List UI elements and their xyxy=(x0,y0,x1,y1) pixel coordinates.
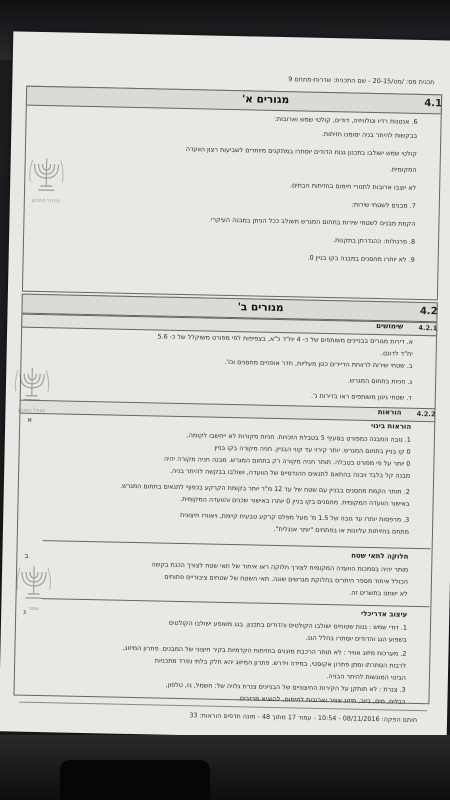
item-c-line-1: 1. דודי שמש : גגות שטוחים ישולבו הקולטים והדודים בתכנון. בגג משופע ישולבו הקולטים xyxy=(168,618,408,632)
item-b-line-1: מותר יהיה בסמכות הוועדה המקומית לצורך חלוקה ראו איחוד של תאי שטח לצורך הכנת בקשה xyxy=(151,560,409,574)
item-a-title: הוראות בינוי xyxy=(370,421,412,431)
page-header: תכנית מס: ‎/מט/20‎-15 - שם התכנית: שדרות-מתחם 9 xyxy=(288,75,435,87)
emblem-caption: מנהל התכנון xyxy=(17,407,46,415)
s41-line-4: המקומית. xyxy=(389,165,417,174)
s421-line-5: ד. שטחי גינון משותפים ראו בדירות ג'. xyxy=(310,391,412,402)
page-footer: חותם הפקה: 08/11/2016 - 10:54 - עמוד 17 מתוך 48 - מונה תדפיס הוראות: 33 xyxy=(189,711,418,724)
item-a-line-5: 2. תותר הקמת מחסנים בבניין עם שטח של עד 12 מ"ר יותר בקומת הקרקע בכפוף לתנאים בתחום המגרש. xyxy=(120,481,410,496)
item-c-line-3: 2. מערכות מיזוג אוויר : לא תותר הרכבת מזגנים בחזיתות הקדמיות בקיר חיצוני של המבנים. פתרון המיזוג, xyxy=(122,643,407,658)
item-c-title: עיצוב אדריכלי xyxy=(361,609,408,619)
item-c-line-7: כבלים, מים, ביוב, מיזוג אוויר וארובות לחימום, להוציא מרזבים. xyxy=(237,694,406,706)
document-page xyxy=(0,31,450,740)
item-a-line-4: מבנה קל בלבד ויבנה בהתאם לתנאים ההנדסיים של הוועדה, ושולבו בבקשה להיתר בניה. xyxy=(169,466,411,480)
section-4-1-title: מגורים א' xyxy=(241,93,290,107)
sub-4-2-1-title: שימושים xyxy=(376,322,404,331)
emblem-caption: שמור xyxy=(27,605,39,613)
s41-line-5: לא יוצבו ארובות לתנורי חימום בחזיתות הבתים. xyxy=(289,181,417,192)
item-b-line-2: הכולל איחוד מספר היתרים בחלוקת מגרשים שונה. תאי השטח של שטחים ציבוריים פתוחים xyxy=(164,572,409,586)
s41-line-8: 8. פרגולות: כהגדרתן בתקנות. xyxy=(332,236,416,246)
item-c-letter: ג xyxy=(23,607,27,616)
section-4-2-number: 4.2 xyxy=(419,305,438,318)
item-a-line-3: 0 יותר על פי מפורט בטבלה. תותר חניה מקורה רק בתחום המגרש. מבנה חניה מקורה יהיה xyxy=(163,454,411,468)
item-a-line-7: 3. מרפסות יותרו עד גובה של 1.5 מ' מעל מפלס קרקע טבעית קיימת, ויאוורו חיצונית xyxy=(179,510,410,524)
s41-line-2: בבקשות להיתר בניה יסומנו חזיתות. xyxy=(321,129,418,140)
s41-line-1: 6. אנטנות רדיו וטלוויזיה, דודים, קולטי שמש וארובות: xyxy=(274,114,418,126)
item-a-line-8: מתחם בחזיתות עליונות או בפתחים "יותר אנגלית". xyxy=(273,524,410,536)
s41-line-6: 7. מבנים לשטחי שירות: xyxy=(351,200,416,210)
emblem-stamp-2 xyxy=(11,361,52,416)
item-c-line-2: בשפוע הגג והדודים יוסתרו בחלל הגג. xyxy=(305,633,407,644)
section-4-1-number: 4.1 xyxy=(424,98,443,110)
s421-line-3: ב. שטחי שירות לרווחת הדיירים כגון מעליות, חדר אופניים מחסנים וכו'. xyxy=(224,357,413,370)
sub-4-2-2-title: הוראות xyxy=(377,408,402,417)
s421-line-4: ג. חניות בתחום המגרש. xyxy=(347,376,413,386)
menorah-emblem-icon xyxy=(12,361,53,404)
emblem-stamp-3 xyxy=(13,560,54,615)
item-b-title: חלוקה לתאי שטח xyxy=(351,551,409,561)
item-c-line-6: 3. צנרת : לא תותקן על הקירות החיצוניים של הבניינים צנרת גלויה של: חשמל, גז, טלפון, xyxy=(165,680,406,694)
emblem-stamp-1 xyxy=(26,152,67,207)
s421-line-2: יח"ד לדונם. xyxy=(380,349,413,358)
sub-4-2-2-number: 4.2.2 xyxy=(416,409,436,419)
item-b-letter: ב xyxy=(24,551,29,560)
menorah-emblem-icon xyxy=(13,560,54,603)
item-a-line-6: באישור הוועדה המקומית. מחסנים בקו בניין 0 יותרו באישור שכנים והוועדה המקומית. xyxy=(180,494,410,508)
item-a-letter: א xyxy=(27,415,33,424)
s41-line-9: 9. לא יותרו מחסנים במבנה בקו בניין 0. xyxy=(307,253,415,264)
s421-line-1: א. דירות מגורים בבניינים משותפים של כ- 4 יח"ד כ"א, בצפיפות לפי מפורט משוקלל של כ- 5.6 xyxy=(157,332,414,346)
item-c-line-5: הבינוי המוגשות להיתר הבניה. xyxy=(326,672,407,682)
item-b-line-3: לא ישתנו בתשריט זה. xyxy=(349,588,408,598)
section-4-2-title: מגורים ב' xyxy=(237,301,284,315)
item-a-line-1: 1. גובה המבנה כמפורט בסעיף 5 בטבלת הזכויות. חניות מקורות לא ייחשבו לקומה, xyxy=(186,431,411,444)
sub-4-2-1-number: 4.2.1 xyxy=(418,323,438,333)
s41-line-7: הקמת מבנים לשטחי שירות בתחום המגרש תשולב ככל הניתן במבנה העיקרי. xyxy=(208,215,416,228)
menorah-emblem-icon xyxy=(26,152,67,195)
item-c-line-4: לרבות הסתרתו ומתן פתרון אקוסטי, במידה וידרש. פתרון המיזוג יהא חלק בלתי נפרד מתכניות xyxy=(154,656,407,670)
emblem-caption: מינהל התכנון xyxy=(31,197,60,205)
s41-line-3: קולטי שמש ישולבו בתכנון גגות הדודים יוסתרו במתקנים מיוחדים לשביעות רצון הוועדה xyxy=(185,145,417,158)
item-a-line-2: 0 קו בניין בתחום המגרש. יותר קירוי עד קווי הבניין. חניה מקורה בקו בניין xyxy=(214,443,411,456)
phone-object xyxy=(60,760,210,800)
